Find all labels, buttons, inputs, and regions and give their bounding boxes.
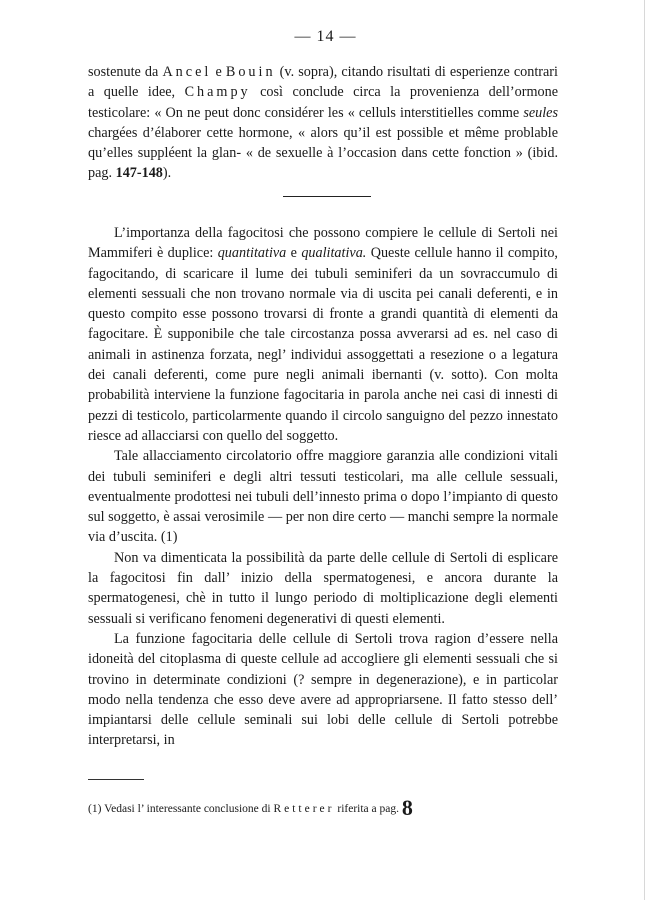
emphasis-quantitativa: quantitativa <box>217 245 287 262</box>
quote-text-1: sostenute da <box>88 64 163 80</box>
footnote-rule <box>88 779 144 780</box>
quote-text-3: (v. sopra), citando risultati di esperienze contrari a quelle idee, <box>88 64 558 101</box>
quote-text-6: ). <box>162 165 172 182</box>
emphasis-qualitativa: qualitativa. <box>301 245 367 262</box>
footnote-text-2: riferita a pag. <box>334 803 402 815</box>
footnote-author: Retterer <box>273 803 335 815</box>
quote-text-5: chargées d’élaborer cette hormone, « alors qu’il est possible et même problable qu’elles suppléent la glan- « de sexuelle à l’occasion dans cette fonction » (ibid. pag. <box>88 124 558 182</box>
page-edge <box>644 0 645 900</box>
page-number: — 14 — <box>294 28 357 45</box>
paragraph-4: La funzione fagocitaria delle cellule di Sertoli trova ragion d’essere nella idoneità del citoplasma di queste cellule ad accogliere gli elementi sessuali che si trovino in determinate condizioni (? sempre in degenerazione), e in particolar modo nella tendenza che esso deve avere ad appropriarsene. Il fatto stesso dell’ impiantarsi delle cellule seminali sui lobi delle cellule di Sertoli potrebbe interpretarsi, in <box>88 630 558 749</box>
paragraph-3: Non va dimenticata la possibilità da parte delle cellule di Sertoli di esplicare la fagocitosi fin dall’ inizio della spermatogenesi, e ancora durante la spermatogenesi, chè in tutto il lungo periodo di moltiplicazione degli elementi sessuali si verificano fenomeni degenerativi di questi elementi. <box>88 549 558 627</box>
section-divider <box>283 196 371 197</box>
emphasis-seules: seules <box>523 104 558 121</box>
paragraph-2: Tale allacciamento circolatorio offre maggiore garanzia alle condizioni vitali dei tubuli seminiferi e degli altri tessuti testicolari, ma alle cellule sessuali, eventualmente prodottesi nei tubuli dell’innesto prima o dopo l’impianto di questo sul soggetto, è assai verosimile — per non dire certo — manchi sempre la normale via d’uscita. (1) <box>88 448 558 546</box>
footnote <box>88 795 558 820</box>
quotation-paragraph <box>88 62 558 184</box>
author-champy: Champy <box>184 84 251 101</box>
paragraph-1 <box>88 223 558 446</box>
para1-text-c: Queste cellule hanno il compito, fagocitando, di scaricare il lume dei tubuli seminiferi da un sovraccumulo di elementi sessuali che non trovano normale via di uscita pei canali deferenti, e in questo compito esse possono trovarsi di fronte a grandi quantità di elementi da fagocitare. È supponibile che tale circostanza possa avverarsi ad es. nel caso di animali in astinenza forzata, negl’ individui assoggettati a resezione o a legatura dei canali deferenti, come pure negli animali ibernanti (v. sotto). Con molta probabilità interviene la funzione fagocitaria in parola anche nei casi di innesti di pezzi di testicolo, particolarmente quando il circolo sanguigno del pezzo innestato riesce ad allacciarsi con quello del soggetto. <box>88 245 558 444</box>
author-ancel: Ancel <box>162 64 212 80</box>
footnote-text-1: (1) Vedasi l’ interessante conclusione di <box>88 803 274 815</box>
footnote-page-ref: 8 <box>401 795 413 820</box>
quote-text-2: e <box>211 64 226 80</box>
para1-text-a: L’importanza della fagocitosi che possono compiere le cellule di Sertoli nei Mammiferi è duplice: <box>88 225 558 262</box>
main-text <box>88 223 558 751</box>
quote-text-4: così conclude circa la provenienza dell’ormone testicolare: « On ne peut donc considérer les « celluls interstitielles comme <box>88 84 558 121</box>
quote-pages: 147-148 <box>115 165 163 182</box>
author-bouin: Bouin <box>225 64 276 80</box>
para1-text-b: e <box>286 245 302 262</box>
